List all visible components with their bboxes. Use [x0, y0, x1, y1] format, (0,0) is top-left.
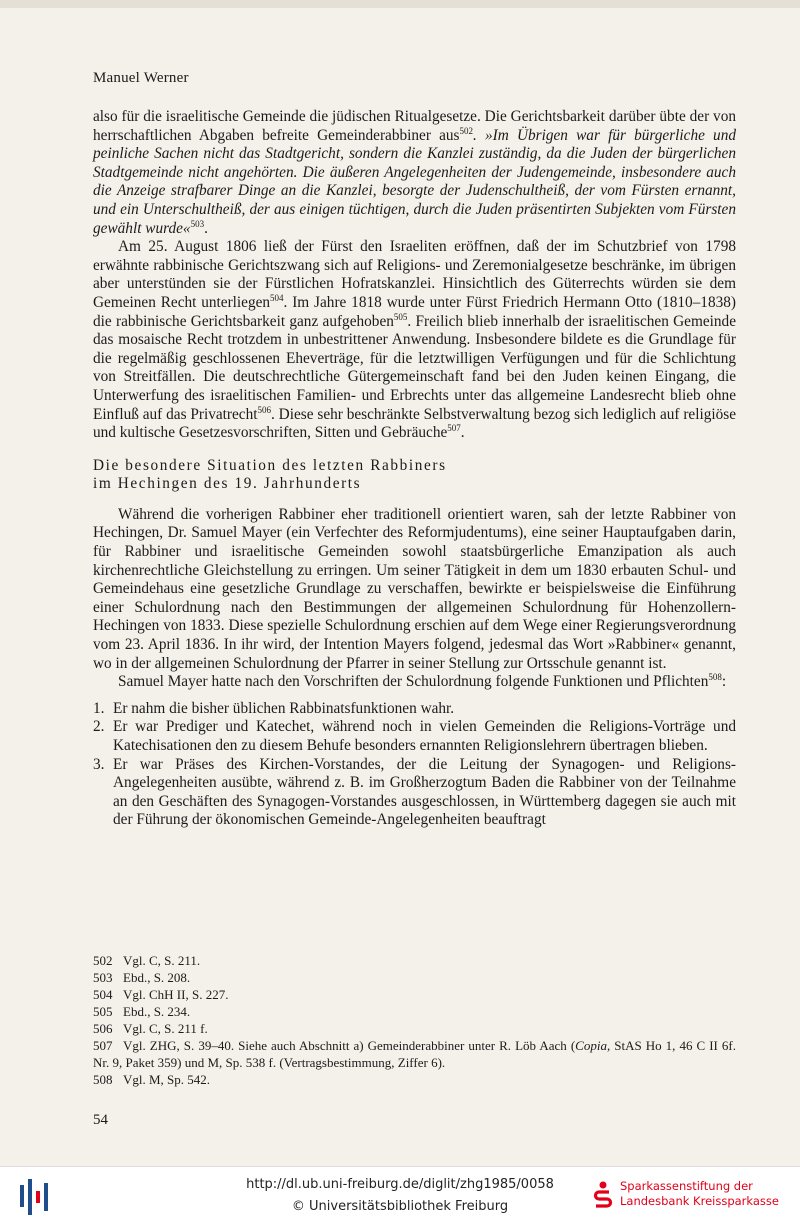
body-text [93, 108, 736, 830]
paragraph-3: Während die vorherigen Rabbiner eher traditionell orientiert waren, sah der letzte Rabbiner von Hechingen, Dr. Samuel Mayer (ein Verfechter des Reformjudentums), eine seiner Hauptaufgaben darin, für Rabbiner und israelitische Gemeinden sowohl staatsbürgerliche Emanzipation als auch kirchenrechtliche Gleichstellung zu erringen. Um seiner Tätigkeit in dem um 1830 erbauten Schul- und Gemeindehaus eine gesetzliche Grundlage zu verschaffen, bewirkte er beispielsweise die Einführung einer Schulordnung nach den Bestimmungen der allgemeinen Schulordnung für Hohenzollern-Hechingen von 1833. Diese spezielle Schulordnung erschien auf dem Wege einer Regierungsverordnung vom 23. April 1836. In ihr wird, der Intention Mayers folgend, jedesmal das Wort »Rabbiner« genannt, wo in der allgemeinen Schulordnung der Pfarrer in seiner Stellung zur Ortsschule genannt ist. [93, 505, 736, 672]
footnote-ref-507[interactable]: 507 [447, 423, 461, 434]
footnote [93, 986, 736, 1003]
paragraph-2-text-c: . Freilich blieb innerhalb der israelitischen Gemeinde das mosaische Recht trotzdem in unbestrittener Anwendung. Insbesondere bildete es die Grundlage für die regelmäßig geschlossenen Eheverträge, für die letztwilligen Verfügungen und für die Schlichtung von Streitfällen. Die deutschrechtliche Gütergemeinschaft fand bei den Juden keinen Eingang, die Unterwerfung des israelitischen Familien- und Erbrechts unter das allgemeine Landesrecht blieb ohne Einfluß auf das Privatrecht [93, 312, 736, 423]
footnote-507 [93, 1037, 736, 1071]
paragraph-1-text: also für die israelitische Gemeinde die jüdischen Ritualgesetze. Die Gerichtsbarkeit darüber übte der von herrschaftlichen Abgaben befreite Gemeinderabbiner aus [93, 108, 736, 144]
footnote-ref-504[interactable]: 504 [270, 292, 284, 303]
sponsor-line-2: Landesbank Kreissparkasse [620, 1194, 779, 1208]
footnote-number: 503 [93, 970, 113, 985]
page-number: 54 [93, 1112, 108, 1128]
section-heading-line-1: Die besondere Situation des letzten Rabbiners [93, 456, 447, 474]
paragraph-2-end: . [460, 424, 465, 442]
paragraph-4 [93, 673, 736, 692]
section-heading-line-2: im Hechingen des 19. Jahrhunderts [93, 475, 362, 493]
footnote [93, 1003, 736, 1020]
copyright-notice: © Universitätsbibliothek Freiburg [291, 1199, 509, 1214]
duties-list [93, 700, 736, 830]
list-item-number: 2. [93, 718, 105, 736]
list-item-text: Er nahm die bisher üblichen Rabbinatsfunktionen wahr. [113, 699, 455, 717]
footnote-text: Vgl. C, S. 211. [123, 953, 201, 968]
sponsor-line-1: Sparkassenstiftung der [620, 1179, 753, 1193]
footnote-number: 507 [93, 1038, 113, 1053]
scan-edge [0, 0, 800, 8]
paragraph-4-end: : [721, 673, 727, 691]
paragraph-1 [93, 108, 736, 238]
footnote-number: 506 [93, 1021, 113, 1036]
list-item [93, 756, 736, 830]
paragraph-2-text-b: . Im Jahre 1818 wurde unter Fürst Friedrich Hermann Otto (1810–1838) die rabbinische Gerichtsbarkeit ganz aufgehoben [93, 293, 736, 330]
list-item-text: Er war Prediger und Katechet, während noch in vielen Gemeinden die Religions-Vorträge und Katechisationen den zu diesem Behufe besonders ernannten Religionslehrern übertragen blieben. [113, 718, 736, 754]
footnote [93, 1020, 736, 1037]
paragraph-1-end: . [204, 219, 208, 237]
footnote [93, 969, 736, 986]
ub-freiburg-logo-icon[interactable] [16, 1177, 56, 1217]
list-item [93, 700, 736, 719]
paragraph-4-text: Samuel Mayer hatte nach den Vorschriften der Schulordnung folgende Funktionen und Pflichten [118, 673, 709, 691]
footnote-ref-503[interactable]: 503 [190, 218, 205, 229]
list-item [93, 718, 736, 755]
footnotes [93, 952, 736, 1088]
list-item-text: Er war Präses des Kirchen-Vorstandes, der die Leitung der Synagogen- und Religions-Angelegenheiten ausübte, während z. B. im Großherzogtum Baden die Rabbiner von der Teilnahme an den Geschäften des Synagogen-Vorstandes ausgeschlossen, in Württemberg dagegen sie auch mit der Führung der ökonomischen Gemeinde-Angelegenheiten beauftragt [113, 755, 736, 829]
viewer-footer [0, 1166, 800, 1227]
footnote-text: Ebd., S. 234. [123, 1004, 191, 1019]
footnote-ref-505[interactable]: 505 [393, 311, 408, 322]
footnote-text: Vgl. M, Sp. 542. [123, 1072, 211, 1087]
quotation: . »Im Übrigen war für bürgerliche und peinliche Sachen nicht das Stadtgericht, sondern die Kanzlei zuständig, da die Juden der bürgerlichen Stadtgemeinde nicht angehörten. Die äußeren Angelegenheiten der Judengemeinde, insbesondere auch die Anzeige strafbarer Dinge an die Kanzlei, besorgte der Judenschultheiß, der vom Fürsten ernannt, und ein Unterschultheiß, der aus einigen tüchtigen, durch die Juden präsentirten Subjekten vom Fürsten gewählt wurde« [93, 126, 736, 237]
footnote-text: StAS Ho 1, 46 C II 6f. Nr. 9, Paket 359) und M, Sp. 538 f. (Vertragsbestimmung, Ziffer 6). [93, 1038, 736, 1070]
running-head: Manuel Werner [93, 70, 189, 86]
paragraph-2 [93, 238, 736, 443]
footnote-italic-text: Copia, [575, 1038, 611, 1053]
footnote-text: Vgl. ChH II, S. 227. [123, 987, 229, 1002]
footnote [93, 1071, 736, 1088]
sparkasse-s-icon [593, 1181, 613, 1211]
footnote-text: Ebd., S. 208. [123, 970, 191, 985]
permalink-url[interactable]: http://dl.ub.uni-freiburg.de/diglit/zhg1985/0058 [246, 1177, 554, 1192]
footnote [93, 952, 736, 969]
footnote-ref-502[interactable]: 502 [459, 125, 473, 136]
footnote-ref-506[interactable]: 506 [257, 404, 271, 415]
list-item-number: 1. [93, 699, 105, 717]
footnote-number: 502 [93, 953, 113, 968]
footnote-number: 505 [93, 1004, 113, 1019]
list-item-number: 3. [93, 755, 105, 773]
footnote-text: Vgl. ZHG, S. 39–40. Siehe auch Abschnitt a) Gemeinderabbiner unter R. Löb Aach ( [123, 1038, 576, 1053]
section-heading [93, 457, 736, 494]
sponsor-text[interactable] [620, 1179, 779, 1209]
footnote-number: 504 [93, 987, 113, 1002]
footnote-number: 508 [93, 1072, 113, 1087]
footnote-ref-508[interactable]: 508 [708, 672, 722, 683]
footnote-text: Vgl. C, S. 211 f. [123, 1021, 208, 1036]
paragraph-2-text-d: . Diese sehr beschränkte Selbstverwaltung bezog sich lediglich auf religiöse und kultische Gesetzesvorschriften, Sitten und Gebräuche [93, 405, 737, 442]
sparkasse-logo-icon[interactable] [593, 1181, 613, 1211]
paragraph-2-text-a: Am 25. August 1806 ließ der Fürst den Israeliten eröffnen, daß der im Schutzbrief von 1798 erwähnte rabbinische Gerichtszwang sich auf Religions- und Zeremonialgesetze beschränke, im übrigen aber unterstünden sie der Fürstlichen Hofratskanzlei. Hinsichtlich des Güterrechts würden sie dem Gemeinen Recht unterliegen [93, 238, 736, 311]
